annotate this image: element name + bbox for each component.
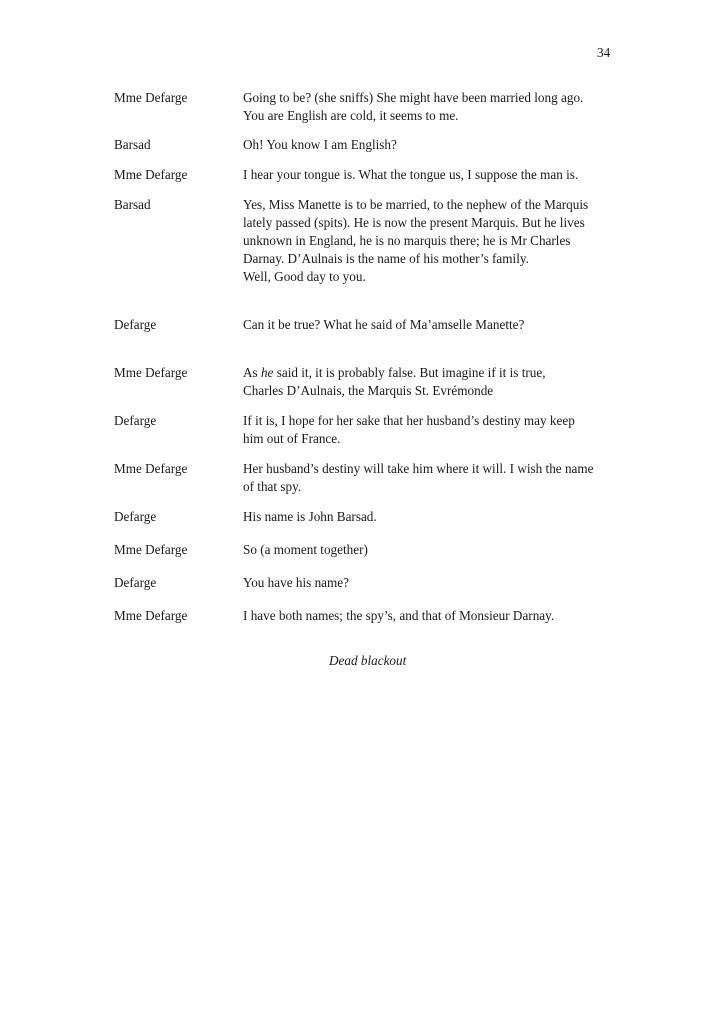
script-line	[114, 196, 624, 286]
dialogue-line: Well, Good day to you.	[243, 269, 366, 284]
page-number: 34	[597, 45, 611, 60]
speaker-name: Mme Defarge	[114, 167, 188, 182]
dialogue-text	[243, 166, 624, 184]
script-line	[114, 460, 624, 496]
speaker-name: Barsad	[114, 197, 151, 212]
dialogue-text	[243, 607, 624, 625]
dialogue-line: unknown in England, he is no marquis there; he is Mr Charles	[243, 233, 571, 248]
dialogue-line: I have both names; the spy’s, and that of Monsieur Darnay.	[243, 608, 555, 623]
dialogue-line: lately passed (spits). He is now the present Marquis. But he lives	[243, 215, 585, 230]
script-line	[114, 166, 624, 184]
script-body	[114, 89, 624, 625]
dialogue-line: Oh! You know I am English?	[243, 137, 397, 152]
dialogue-text	[243, 196, 624, 286]
dialogue-line: You have his name?	[243, 575, 349, 590]
speaker-name: Defarge	[114, 509, 157, 524]
emphasis-word: he	[260, 365, 274, 380]
dialogue-line: Can it be true? What he said of Ma’amselle Manette?	[243, 317, 525, 332]
dialogue-suffix: said it, it is probably false. But imagine if it is true,	[273, 365, 546, 380]
speaker-name: Defarge	[114, 575, 157, 590]
dialogue-line: Charles D’Aulnais, the Marquis St. Evrémonde	[243, 383, 494, 398]
dialogue-line: Her husband’s destiny will take him where it will. I wish the name	[243, 461, 594, 476]
speaker-name: Barsad	[114, 137, 151, 152]
script-line	[114, 508, 624, 526]
dialogue-line: If it is, I hope for her sake that her husband’s destiny may keep	[243, 413, 575, 428]
dialogue-text	[243, 460, 624, 496]
dialogue-text	[243, 364, 624, 400]
dialogue-prefix: As	[243, 365, 261, 380]
script-line	[114, 89, 624, 125]
dialogue-text	[243, 316, 624, 334]
dialogue-line: him out of France.	[243, 431, 341, 446]
dialogue-line: Darnay. D’Aulnais is the name of his mother’s family.	[243, 251, 529, 266]
speaker-name: Defarge	[114, 413, 157, 428]
dialogue-line: You are English are cold, it seems to me.	[243, 108, 459, 123]
script-line	[114, 412, 624, 448]
speaker-name: Mme Defarge	[114, 461, 188, 476]
script-line	[114, 541, 624, 559]
dialogue-text	[243, 574, 624, 592]
stage-direction: Dead blackout	[329, 653, 407, 668]
speaker-name: Mme Defarge	[114, 542, 188, 557]
dialogue-line: of that spy.	[243, 479, 302, 494]
speaker-name: Mme Defarge	[114, 90, 188, 105]
dialogue-text	[243, 136, 624, 154]
dialogue-line: Going to be? (she sniffs) She might have been married long ago.	[243, 90, 584, 105]
dialogue-line: His name is John Barsad.	[243, 509, 377, 524]
speaker-name: Mme Defarge	[114, 365, 188, 380]
script-line	[114, 136, 624, 154]
dialogue-text	[243, 541, 624, 559]
script-line	[114, 316, 624, 334]
dialogue-line: I hear your tongue is. What the tongue us, I suppose the man is.	[243, 167, 579, 182]
dialogue-line: Yes, Miss Manette is to be married, to the nephew of the Marquis	[243, 197, 589, 212]
dialogue-line: So (a moment together)	[243, 542, 368, 557]
speaker-name: Mme Defarge	[114, 608, 188, 623]
script-line	[114, 364, 624, 400]
script-line	[114, 574, 624, 592]
script-line	[114, 607, 624, 625]
dialogue-text	[243, 412, 624, 448]
speaker-name: Defarge	[114, 317, 157, 332]
dialogue-text	[243, 508, 624, 526]
dialogue-text	[243, 89, 624, 125]
dialogue-line	[243, 364, 624, 382]
